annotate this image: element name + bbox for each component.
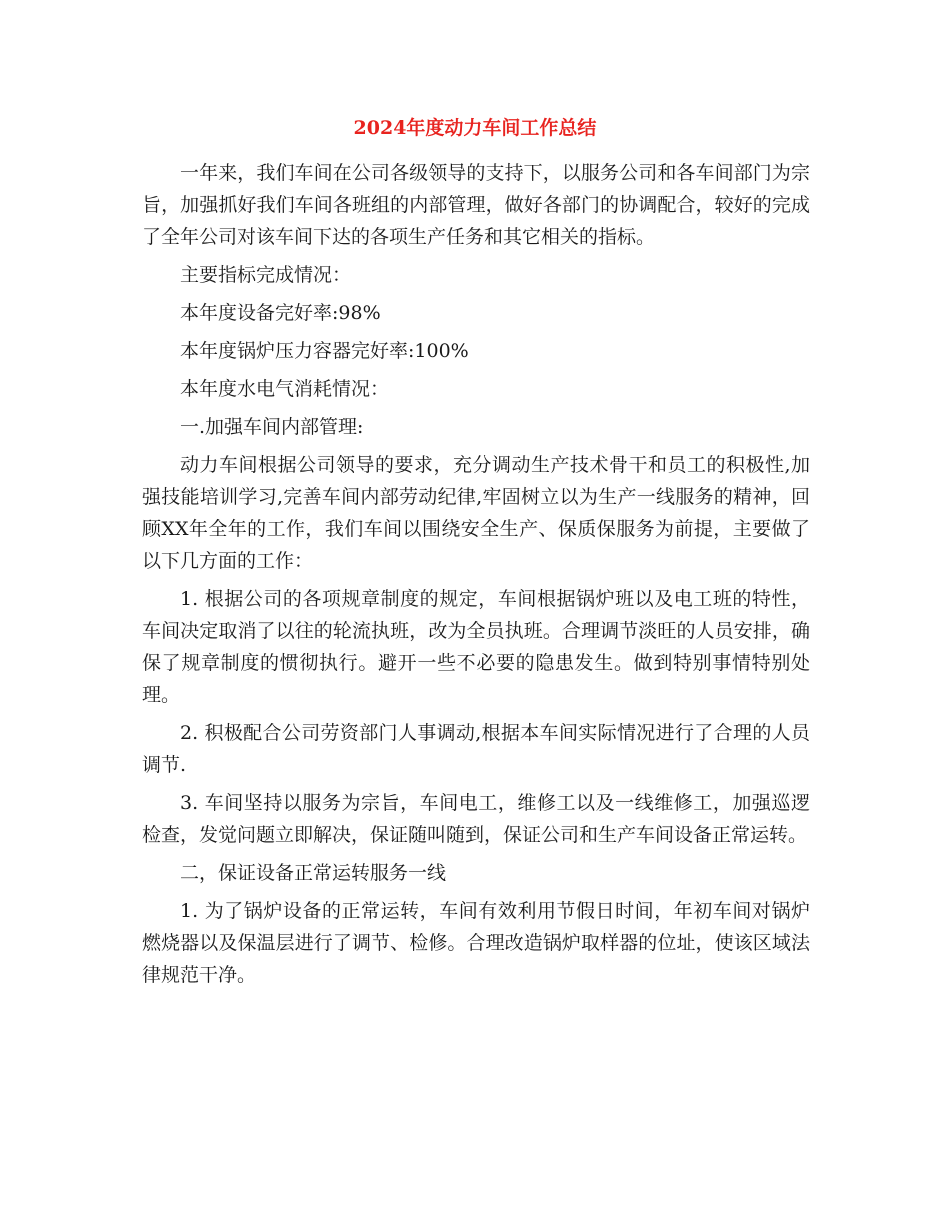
list-item-3: 3. 车间坚持以服务为宗旨，车间电工，维修工以及一线维修工，加强巡逻检查，发觉问题立即解决，保证随叫随到，保证公司和生产车间设备正常运转。 <box>142 792 810 846</box>
paragraph-utility-consumption: 本年度水电气消耗情况： <box>180 378 390 400</box>
document-title: 2024年度动力车间工作总结 <box>353 117 597 139</box>
paragraph-equipment-rate: 本年度设备完好率:98% <box>180 302 381 324</box>
list-item-section2-1: 1. 为了锅炉设备的正常运转，车间有效利用节假日时间，年初车间对锅炉燃烧器以及保温层进行了调节、检修。合理改造锅炉取样器的位址，使该区域法律规范干净。 <box>142 900 810 986</box>
section-heading-equipment-operation: 二，保证设备正常运转服务一线 <box>180 862 447 884</box>
paragraph-intro: 一年来，我们车间在公司各级领导的支持下，以服务公司和各车间部门为宗旨，加强抓好我们车间各班组的内部管理，做好各部门的协调配合，较好的完成了全年公司对该车间下达的各项生产任务和其它相关的指标。 <box>142 162 810 248</box>
paragraph-management-summary: 动力车间根据公司领导的要求，充分调动生产技术骨干和员工的积极性,加强技能培训学习,完善车间内部劳动纪律,牢固树立以为生产一线服务的精神，回顾XX年全年的工作，我们车间以围绕安全生产、保质保服务为前提，主要做了以下几方面的工作： <box>142 454 810 572</box>
list-item-1: 1. 根据公司的各项规章制度的规定，车间根据锅炉班以及电工班的特性，车间决定取消了以往的轮流执班，改为全员执班。合理调节淡旺的人员安排，确保了规章制度的惯彻执行。避开一些不必要的隐患发生。做到特别事情特别处理。 <box>142 588 810 706</box>
paragraph-indicators-heading: 主要指标完成情况： <box>180 264 352 286</box>
section-heading-internal-management: 一.加强车间内部管理: <box>180 416 364 438</box>
list-item-2: 2. 积极配合公司劳资部门人事调动,根据本车间实际情况进行了合理的人员调节. <box>142 722 810 776</box>
paragraph-boiler-rate: 本年度锅炉压力容器完好率:100% <box>180 340 469 362</box>
document-body <box>142 157 810 997</box>
